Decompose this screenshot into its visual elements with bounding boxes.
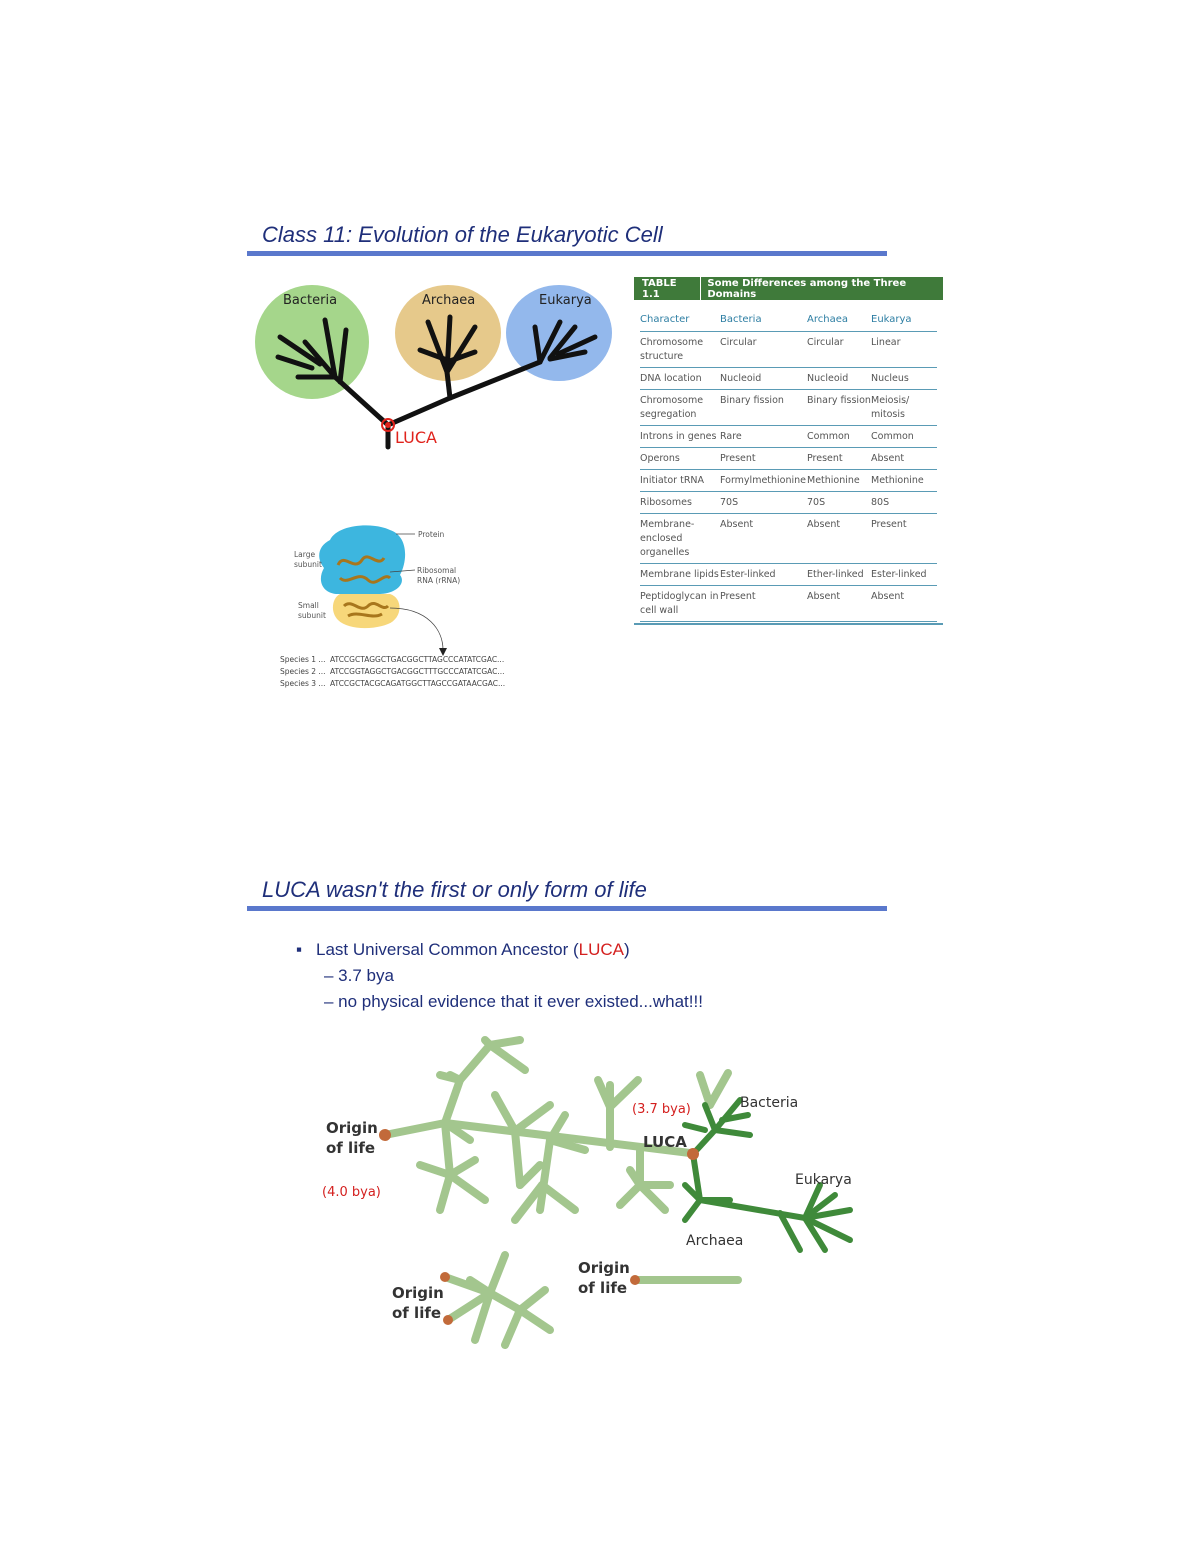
table-row: [640, 390, 937, 426]
eukarya-label: Eukarya: [539, 293, 592, 308]
sub-bullet-age: – 3.7 bya: [324, 966, 394, 985]
origin-c-label-1: Origin: [578, 1259, 630, 1277]
species-3-seq: ATCCGCTACGCAGATGGCTTAGCCGATAACGAC...: [330, 679, 506, 688]
bullet-dot: ▪: [296, 940, 303, 959]
table-cell: Binary fission: [807, 395, 871, 406]
table-cell: Peptidoglycan in cell wall: [640, 591, 719, 616]
origin-b-label-2: of life: [392, 1304, 442, 1322]
small-subunit-label-2: subunit: [298, 611, 326, 620]
rrna-label-2: RNA (rRNA): [417, 576, 461, 585]
protein-label: Protein: [418, 530, 445, 539]
column-header: Bacteria: [720, 314, 762, 325]
table-cell: Common: [871, 431, 914, 442]
slide2-bullets: [296, 937, 703, 1015]
table-cell: Membrane lipids: [640, 569, 719, 580]
bullet-luca: [296, 937, 703, 963]
table-cell: Absent: [720, 519, 754, 530]
slide1-title: Class 11: Evolution of the Eukaryotic Cell: [262, 222, 663, 247]
origin-b-dot-2: [443, 1315, 453, 1325]
rrna-label-1: Ribosomal: [417, 566, 457, 575]
table-cell: Methionine: [871, 475, 924, 486]
table-number: TABLE 1.1: [634, 277, 701, 300]
table-cell: Membrane-enclosed organelles: [640, 519, 695, 558]
table-cell: Linear: [871, 337, 901, 348]
table-cell: Formylmethionine: [720, 475, 807, 486]
archaea-label: Archaea: [422, 293, 476, 308]
table-cell: Nucleoid: [720, 373, 762, 384]
table-cell: Present: [871, 519, 907, 530]
table-cell: Common: [807, 431, 850, 442]
table-cell: 80S: [871, 497, 890, 508]
column-header: Archaea: [807, 314, 848, 325]
table-cell: 70S: [720, 497, 739, 508]
table-cell: Nucleus: [871, 373, 909, 384]
sub-bullet-evidence: – no physical evidence that it ever existed...what!!!: [324, 992, 703, 1011]
table-row: [640, 492, 937, 514]
table-row: [640, 448, 937, 470]
origin-of-life-figure: [310, 1035, 870, 1355]
table-body: [634, 332, 943, 622]
origin-a-dot: [379, 1129, 391, 1141]
table-row: [640, 564, 937, 586]
table-row: [640, 426, 937, 448]
table-cell: Methionine: [807, 475, 860, 486]
table-cell: Meiosis/ mitosis: [871, 395, 910, 420]
table-row: [640, 514, 937, 564]
table-cell: Chromosome segregation: [640, 395, 704, 420]
table-cell: Absent: [871, 591, 905, 602]
table-cell: Ester-linked: [871, 569, 927, 580]
table-cell: Rare: [720, 431, 742, 442]
small-subunit-label-1: Small: [298, 601, 319, 610]
bullet-suffix: ): [624, 940, 630, 959]
table-header-bar: [634, 277, 943, 300]
origin-c-dot: [630, 1275, 640, 1285]
table-cell: 70S: [807, 497, 826, 508]
domain-tree-figure: [250, 282, 620, 457]
table-row: [640, 368, 937, 390]
large-subunit-label-1: Large: [294, 550, 316, 559]
table-cell: Absent: [807, 591, 841, 602]
bacteria-fig-label: Bacteria: [740, 1095, 799, 1111]
slide2-title: LUCA wasn't the first or only form of life: [262, 877, 647, 902]
table-cell: Circular: [807, 337, 844, 348]
column-header: Eukarya: [871, 314, 912, 325]
luca-dot: [687, 1148, 699, 1160]
origin-a-label-1: Origin: [326, 1119, 378, 1137]
luca-fig-label: LUCA: [643, 1133, 687, 1151]
table-cell: Present: [720, 453, 756, 464]
luca-label: LUCA: [395, 428, 437, 447]
origin-a-label-2: of life: [326, 1139, 376, 1157]
table-cell: Initiator tRNA: [640, 475, 705, 486]
table-cell: Introns in genes: [640, 431, 717, 442]
age-luca-label: (3.7 bya): [632, 1102, 691, 1117]
bullet-prefix: Last Universal Common Ancestor (: [316, 940, 579, 959]
table-cell: Ribosomes: [640, 497, 692, 508]
table-cell: Chromosome structure: [640, 337, 704, 362]
column-header: Character: [640, 314, 690, 325]
table-row: [640, 332, 937, 368]
species-1-seq: ATCCGCTAGGCTGACGGCTTAGCCCATATCGAC...: [330, 655, 505, 664]
large-subunit-label-2: subunit: [294, 560, 322, 569]
table-row: [640, 470, 937, 492]
origin-b-label-1: Origin: [392, 1284, 444, 1302]
slide2-title-rule: [247, 906, 887, 911]
table-cell: Binary fission: [720, 395, 784, 406]
eukarya-fig-label: Eukarya: [795, 1172, 852, 1188]
table-cell: Ether-linked: [807, 569, 864, 580]
species-2-seq: ATCCGGTAGGCTGACGGCTTTGCCCATATCGAC...: [330, 667, 505, 676]
origin-b-dot-1: [440, 1272, 450, 1282]
table-cell: DNA location: [640, 373, 702, 384]
small-subunit-shape: [333, 594, 400, 628]
archaea-fig-label: Archaea: [686, 1233, 744, 1249]
table-cell: Present: [720, 591, 756, 602]
bullet-luca-word: LUCA: [578, 940, 625, 959]
species-1-label: Species 1 ...: [280, 655, 326, 664]
table-cell: Ester-linked: [720, 569, 776, 580]
table-cell: Operons: [640, 453, 680, 464]
ribosome-figure: [278, 520, 548, 695]
origin-c-label-2: of life: [578, 1279, 628, 1297]
table-cell: Present: [807, 453, 843, 464]
table-cell: Absent: [807, 519, 841, 530]
species-3-label: Species 3 ...: [280, 679, 326, 688]
table-cell: Absent: [871, 453, 905, 464]
table-cell: Nucleoid: [807, 373, 849, 384]
table-caption: Some Differences among the Three Domains: [707, 277, 907, 300]
age-origin-label: (4.0 bya): [322, 1185, 381, 1200]
species-2-label: Species 2 ...: [280, 667, 326, 676]
table-column-headers: [640, 309, 937, 332]
domain-differences-table: [634, 277, 943, 625]
table-row: [640, 586, 937, 622]
bacteria-label: Bacteria: [283, 293, 338, 308]
slide1-title-rule: [247, 251, 887, 256]
luca-node: [385, 422, 391, 428]
table-cell: Circular: [720, 337, 757, 348]
